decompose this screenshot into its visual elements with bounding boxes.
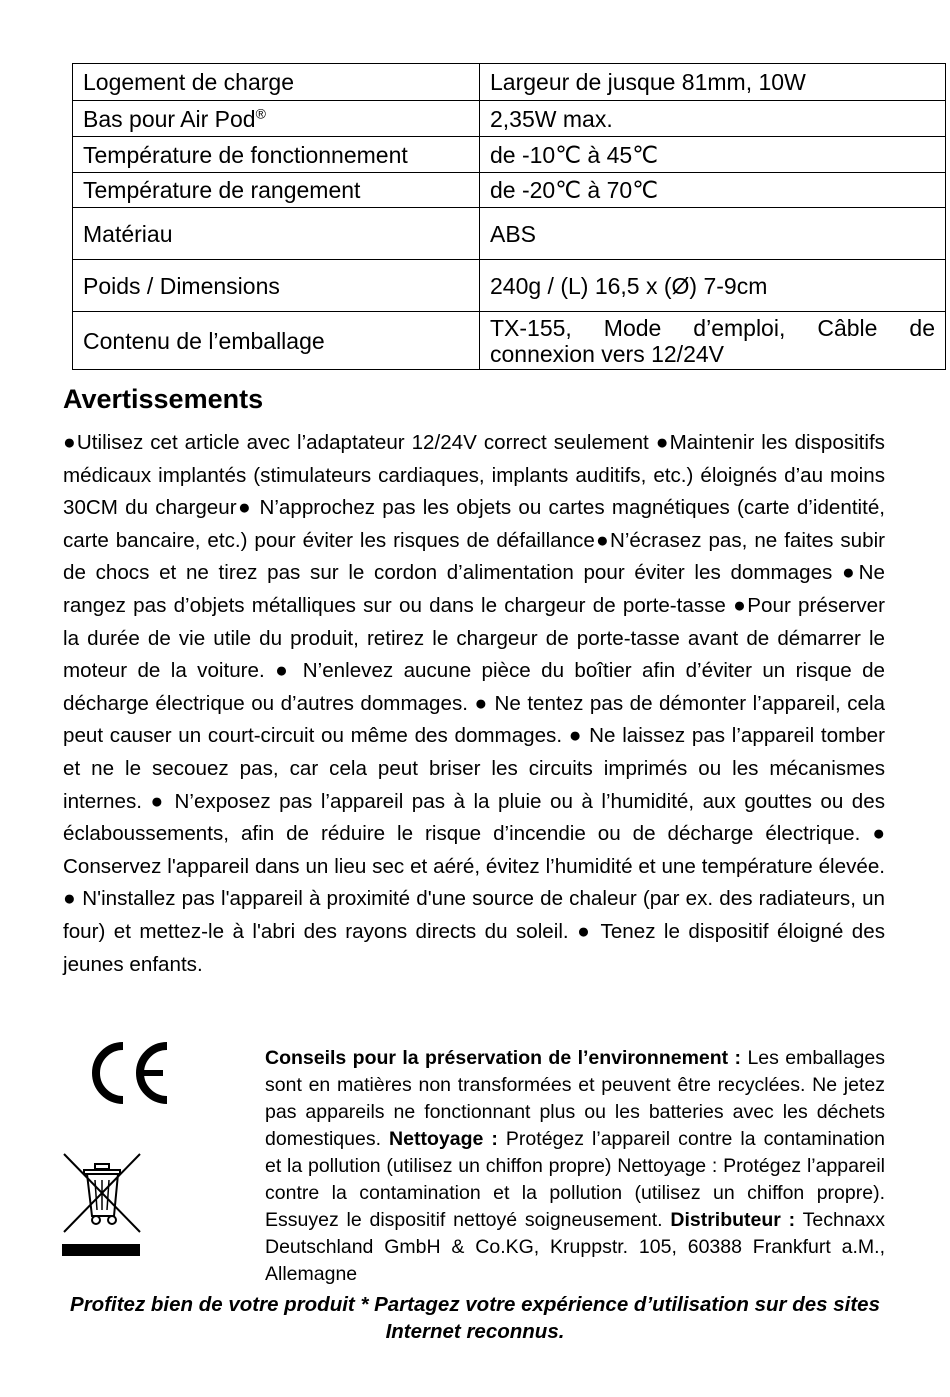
warning-item: N’approchez pas les objets ou cartes magnétiques (carte d’identité, carte bancaire, etc.) pour éviter les risques de défaillance — [63, 496, 886, 552]
spec-value: ABS — [480, 208, 946, 260]
spec-label: Poids / Dimensions — [73, 260, 480, 312]
spec-value: Largeur de jusque 81mm, 10W — [480, 64, 946, 101]
spec-value: TX-155, Mode d’emploi, Câble de connexion vers 12/24V — [480, 312, 946, 370]
warning-item: N’exposez pas l’appareil pas à la pluie ou à l’humidité, aux gouttes ou des éclaboussements, afin de réduire le risque d’incendie ou de décharge électrique. — [63, 789, 885, 846]
spec-label-cell — [73, 101, 480, 137]
warning-item: Pour préserver la durée de vie utile du produit, retirez le chargeur de porte-tasse avant de démarrer le moteur de la voiture. — [63, 593, 885, 683]
bullet-icon: ● — [733, 593, 748, 617]
warning-item: N’écrasez pas, ne faites subir de chocs et ne tirez pas sur le cordon d’alimentation pour éviter les dommages — [63, 528, 885, 585]
warning-item: Conservez l'appareil dans un lieu sec et aéré, évitez l’humidité et une température élevée. — [63, 854, 885, 878]
bullet-icon: ● — [275, 659, 293, 683]
warning-item: Ne tentez pas de démonter l’appareil, cela peut causer un court-circuit ou même des dommages. — [63, 691, 886, 748]
registered-mark: ® — [255, 104, 266, 121]
warning-item: Utilisez cet article avec l’adaptateur 12/24V correct seulement — [76, 431, 656, 454]
warning-item: Tenez le dispositif éloigné des jeunes enfants. — [63, 919, 886, 976]
warning-item: Ne rangez pas d’objets métalliques sur ou dans le chargeur de porte-tasse — [63, 561, 885, 617]
warning-item: Maintenir les dispositifs médicaux implantés (stimulateurs cardiaques, implants auditifs, etc.) éloignés d’au moins 30CM du chargeur — [63, 431, 885, 520]
environment-body: Les emballages sont en matières non transformées et peuvent être recyclées. Ne jetez pas appareils ne fonctionnant plus ou les batteries avec les déchets domestiques. — [265, 1047, 885, 1150]
cleaning-heading: Nettoyage : — [389, 1128, 498, 1150]
warnings-title: Avertissements — [63, 384, 264, 414]
bullet-icon: ● — [655, 431, 670, 454]
distributor-body: Technaxx Deutschland GmbH & Co.KG, Kruppstr. 105, 60388 Frankfurt a.M., Allemagne — [265, 1209, 886, 1285]
bullet-icon: ● — [594, 528, 610, 552]
cleaning-body: Protégez l’appareil contre la contamination et la pollution (utilisez un chiffon propre) Nettoyage : Protégez l’appareil contre la contamination et la pollution (utilisez un chiffon propre). Essuyez le dispositif nettoyé soigneusement. — [265, 1128, 886, 1231]
table-row — [73, 137, 946, 173]
ce-mark-icon — [83, 1040, 173, 1106]
spec-label: Logement de charge — [73, 64, 480, 101]
bullet-icon: ● — [63, 431, 77, 454]
warning-item: Ne laissez pas l’appareil tomber et ne le secouez pas, car cela peut briser les circuits imprimés ou les mécanismes internes. — [63, 724, 885, 813]
specifications-table — [72, 63, 946, 370]
table-row — [73, 260, 946, 312]
bullet-icon: ● — [872, 822, 885, 846]
bullet-icon: ● — [577, 919, 593, 943]
crossed-out-wheelie-bin-icon — [62, 1152, 142, 1260]
bullet-icon: ● — [150, 789, 166, 813]
table-row — [73, 173, 946, 208]
distributor-heading: Distributeur : — [670, 1209, 796, 1231]
warnings-text — [63, 427, 885, 981]
spec-label: Température de rangement — [73, 173, 480, 208]
bullet-icon: ● — [236, 496, 253, 520]
spec-value: de -10℃ à 45℃ — [480, 137, 946, 173]
bullet-icon: ● — [842, 561, 859, 585]
bullet-icon: ● — [474, 691, 488, 715]
footer-note: Profitez bien de votre produit * Partagez votre expérience d’utilisation sur des sites Internet reconnus. — [70, 1293, 880, 1343]
spec-value: 2,35W max. — [480, 101, 946, 137]
table-row — [73, 208, 946, 260]
spec-value: de -20℃ à 70℃ — [480, 173, 946, 208]
bullet-icon: ● — [568, 724, 583, 748]
environment-heading: Conseils pour la préservation de l’environnement : — [265, 1047, 742, 1069]
spec-label: Matériau — [73, 208, 480, 260]
table-row — [73, 101, 946, 137]
warning-item: N'installez pas l'appareil à proximité d'une source de chaleur (par ex. des radiateurs, un four) et mettez-le à l'abri des rayons directs du soleil. — [63, 887, 886, 943]
spec-label: Contenu de l’emballage — [73, 312, 480, 370]
table-row — [73, 64, 946, 101]
bullet-icon: ● — [63, 887, 77, 911]
table-row — [73, 312, 946, 370]
warning-item: N’enlevez aucune pièce du boîtier afin d’éviter un risque de décharge électrique ou d’autres dommages. — [63, 659, 886, 715]
spec-value: 240g / (L) 16,5 x (Ø) 7-9cm — [480, 260, 946, 312]
spec-label: Bas pour Air Pod — [83, 105, 256, 132]
spec-label: Température de fonctionnement — [73, 137, 480, 173]
environment-text — [265, 1045, 885, 1288]
